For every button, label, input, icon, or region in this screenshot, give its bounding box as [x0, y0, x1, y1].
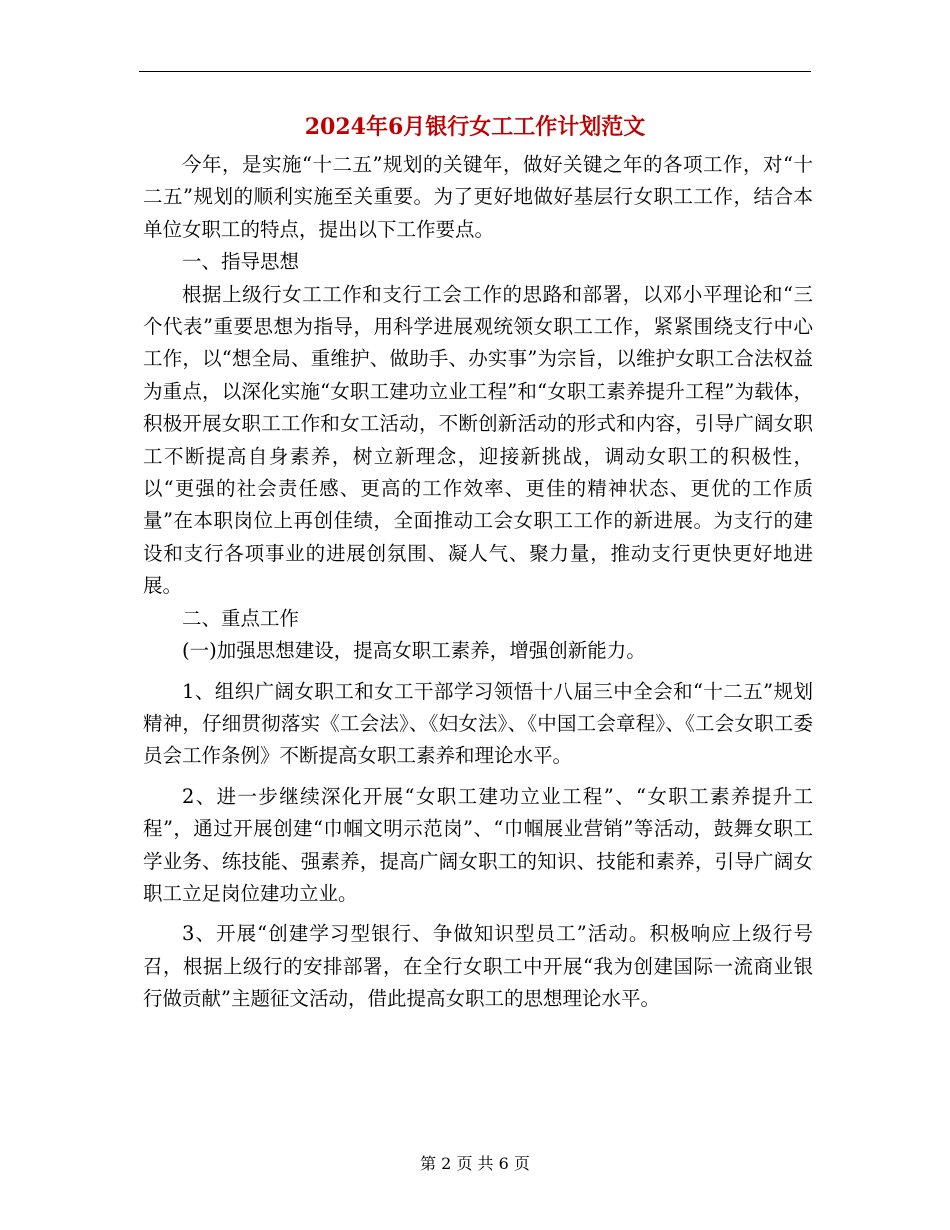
- header-rule: [139, 71, 811, 72]
- work-item-1: 1、组织广阔女职工和女工干部学习领悟十八届三中全会和“十二五”规划精神，仔细贯彻落实《工会法》、《妇女法》、《中国工会章程》、《工会女职工委员会工作条例》不断提高女职工素养和理论水平。: [143, 679, 813, 768]
- section-heading-key-work: 二、重点工作: [182, 606, 300, 630]
- guiding-ideology-paragraph: 根据上级行女工工作和支行工会工作的思路和部署，以邓小平理论和“三个代表”重要思想为指导，用科学进展观统领女职工工作，紧紧围绕支行中心工作，以“想全局、重维护、做助手、办实事”为宗旨，以维护女职工合法权益为重点，以深化实施“女职工建功立业工程”和“女职工素养提升工程”为载体，积极开展女职工工作和女工活动，不断创新活动的形式和内容，引导广阔女职工不断提高自身素养，树立新理念，迎接新挑战，调动女职工的积极性，以“更强的社会责任感、更高的工作效率、更佳的精神状态、更优的工作质量”在本职岗位上再创佳绩，全面推动工会女职工工作的新进展。为支行的建设和支行各项事业的进展创氛围、凝人气、聚力量，推动支行更快更好地进展。: [143, 282, 813, 598]
- page-number-footer: 第 2 页 共 6 页: [420, 1154, 530, 1173]
- intro-paragraph: 今年，是实施“十二五”规划的关键年，做好关键之年的各项工作，对“十二五”规划的顺利实施至关重要。为了更好地做好基层行女职工工作，结合本单位女职工的特点，提出以下工作要点。: [143, 153, 813, 241]
- subsection-heading-ideological-building: (一)加强思想建设，提高女职工素养，增强创新能力。: [182, 639, 646, 663]
- work-item-2: 2、进一步继续深化开展“女职工建功立业工程”、“女职工素养提升工程”，通过开展创建“巾帼文明示范岗”、“巾帼展业营销”等活动，鼓舞女职工学业务、练技能、强素养，提高广阔女职工的知识、技能和素养，引导广阔女职工立足岗位建功立业。: [143, 784, 813, 905]
- work-item-3: 3、开展“创建学习型银行、争做知识型员工”活动。积极响应上级行号召，根据上级行的安排部署，在全行女职工中开展“我为创建国际一流商业银行做贡献”主题征文活动，借此提高女职工的思想理论水平。: [143, 922, 813, 1011]
- document-body: [143, 149, 813, 1016]
- section-heading-guiding-ideology: 一、指导思想: [182, 250, 300, 274]
- document-title: 2024年6月银行女工工作计划范文: [304, 114, 646, 140]
